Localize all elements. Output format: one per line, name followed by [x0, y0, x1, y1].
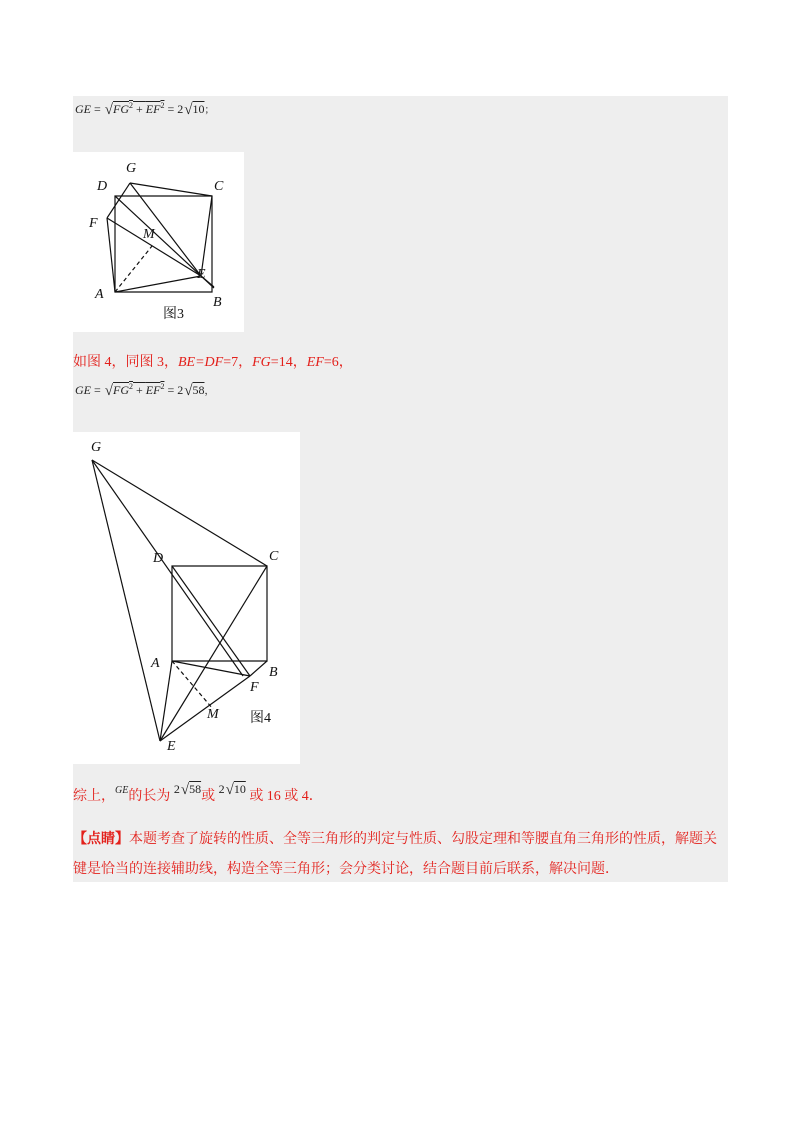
label-M: M: [207, 707, 219, 722]
summary-mid: 的长为: [128, 789, 171, 804]
formula-term1: FG: [113, 383, 130, 397]
label-G: G: [126, 161, 137, 176]
exponent: 2: [129, 101, 134, 110]
formula-lhs: GE: [75, 383, 91, 397]
figure-4: [73, 432, 300, 764]
label-G: G: [91, 440, 102, 455]
comment-heading: 【点睛】: [73, 832, 129, 847]
summary-ge: GE: [115, 785, 129, 796]
label-A: A: [151, 656, 160, 671]
comment-text: 本题考查了旋转的性质、全等三角形的判定与性质、勾股定理和等腰直角三角形的性质，解题关键是恰当的连接辅助线，构造全等三角形；会分类讨论，结合题目前后联系，解决问题．: [73, 832, 717, 877]
coefficient: 2: [177, 102, 184, 116]
figure-4-caption: 图4: [250, 711, 271, 726]
formula-lhs: GE: [75, 102, 91, 116]
label-E: E: [197, 267, 206, 282]
punctuation: ；: [204, 105, 215, 116]
formula-term2: EF: [145, 102, 161, 116]
intro-prefix: 如图 4，同图 3，: [73, 355, 178, 370]
be-df-value: =7，: [223, 355, 253, 370]
formula-term2: EF: [145, 383, 161, 397]
radicand: 10: [192, 102, 205, 116]
summary-tail: 或 16 或 4．: [249, 789, 323, 804]
ef-value: =6，: [323, 355, 353, 370]
figure-3: [73, 152, 244, 332]
formula-term1: FG: [113, 102, 130, 116]
summary-line: 综上，$^{GE}$的长为 2√58或 2√10 或 16 或 4．: [73, 782, 323, 804]
figure-3-caption: 图3: [163, 307, 184, 322]
answer-1-radicand: 58: [189, 782, 202, 796]
label-D: D: [153, 551, 164, 566]
label-E: E: [167, 739, 176, 754]
label-B: B: [213, 295, 222, 310]
label-M: M: [143, 227, 155, 242]
formula-fig4: GE = $√FG^2 + EF^2 = 2√58$，: [75, 382, 215, 399]
exponent: 2: [160, 382, 165, 391]
answer-1-coef: 2: [173, 782, 180, 796]
answer-2-coef: 2: [218, 782, 225, 796]
label-C: C: [269, 549, 279, 564]
be-df-label: BE=DF: [178, 355, 224, 370]
radicand: 58: [192, 383, 205, 397]
ef-label: EF: [306, 355, 324, 370]
fg-label: FG: [252, 355, 271, 370]
label-C: C: [214, 179, 224, 194]
exponent: 2: [129, 382, 134, 391]
label-F: F: [250, 680, 259, 695]
formula-fig3: GE = $√FG^2 + EF^2 = 2√10$；: [75, 101, 215, 118]
exponent: 2: [160, 101, 165, 110]
summary-prefix: 综上，: [73, 789, 115, 804]
label-B: B: [269, 665, 278, 680]
answer-2-radicand: 10: [233, 782, 246, 796]
label-F: F: [89, 216, 98, 231]
summary-or: 或: [201, 789, 216, 804]
label-D: D: [97, 179, 108, 194]
fg-value: =14，: [270, 355, 307, 370]
fig4-intro-line: [73, 351, 353, 371]
coefficient: 2: [177, 383, 184, 397]
label-A: A: [95, 287, 104, 302]
punctuation: ，: [204, 386, 215, 397]
comment-paragraph: [73, 825, 728, 885]
